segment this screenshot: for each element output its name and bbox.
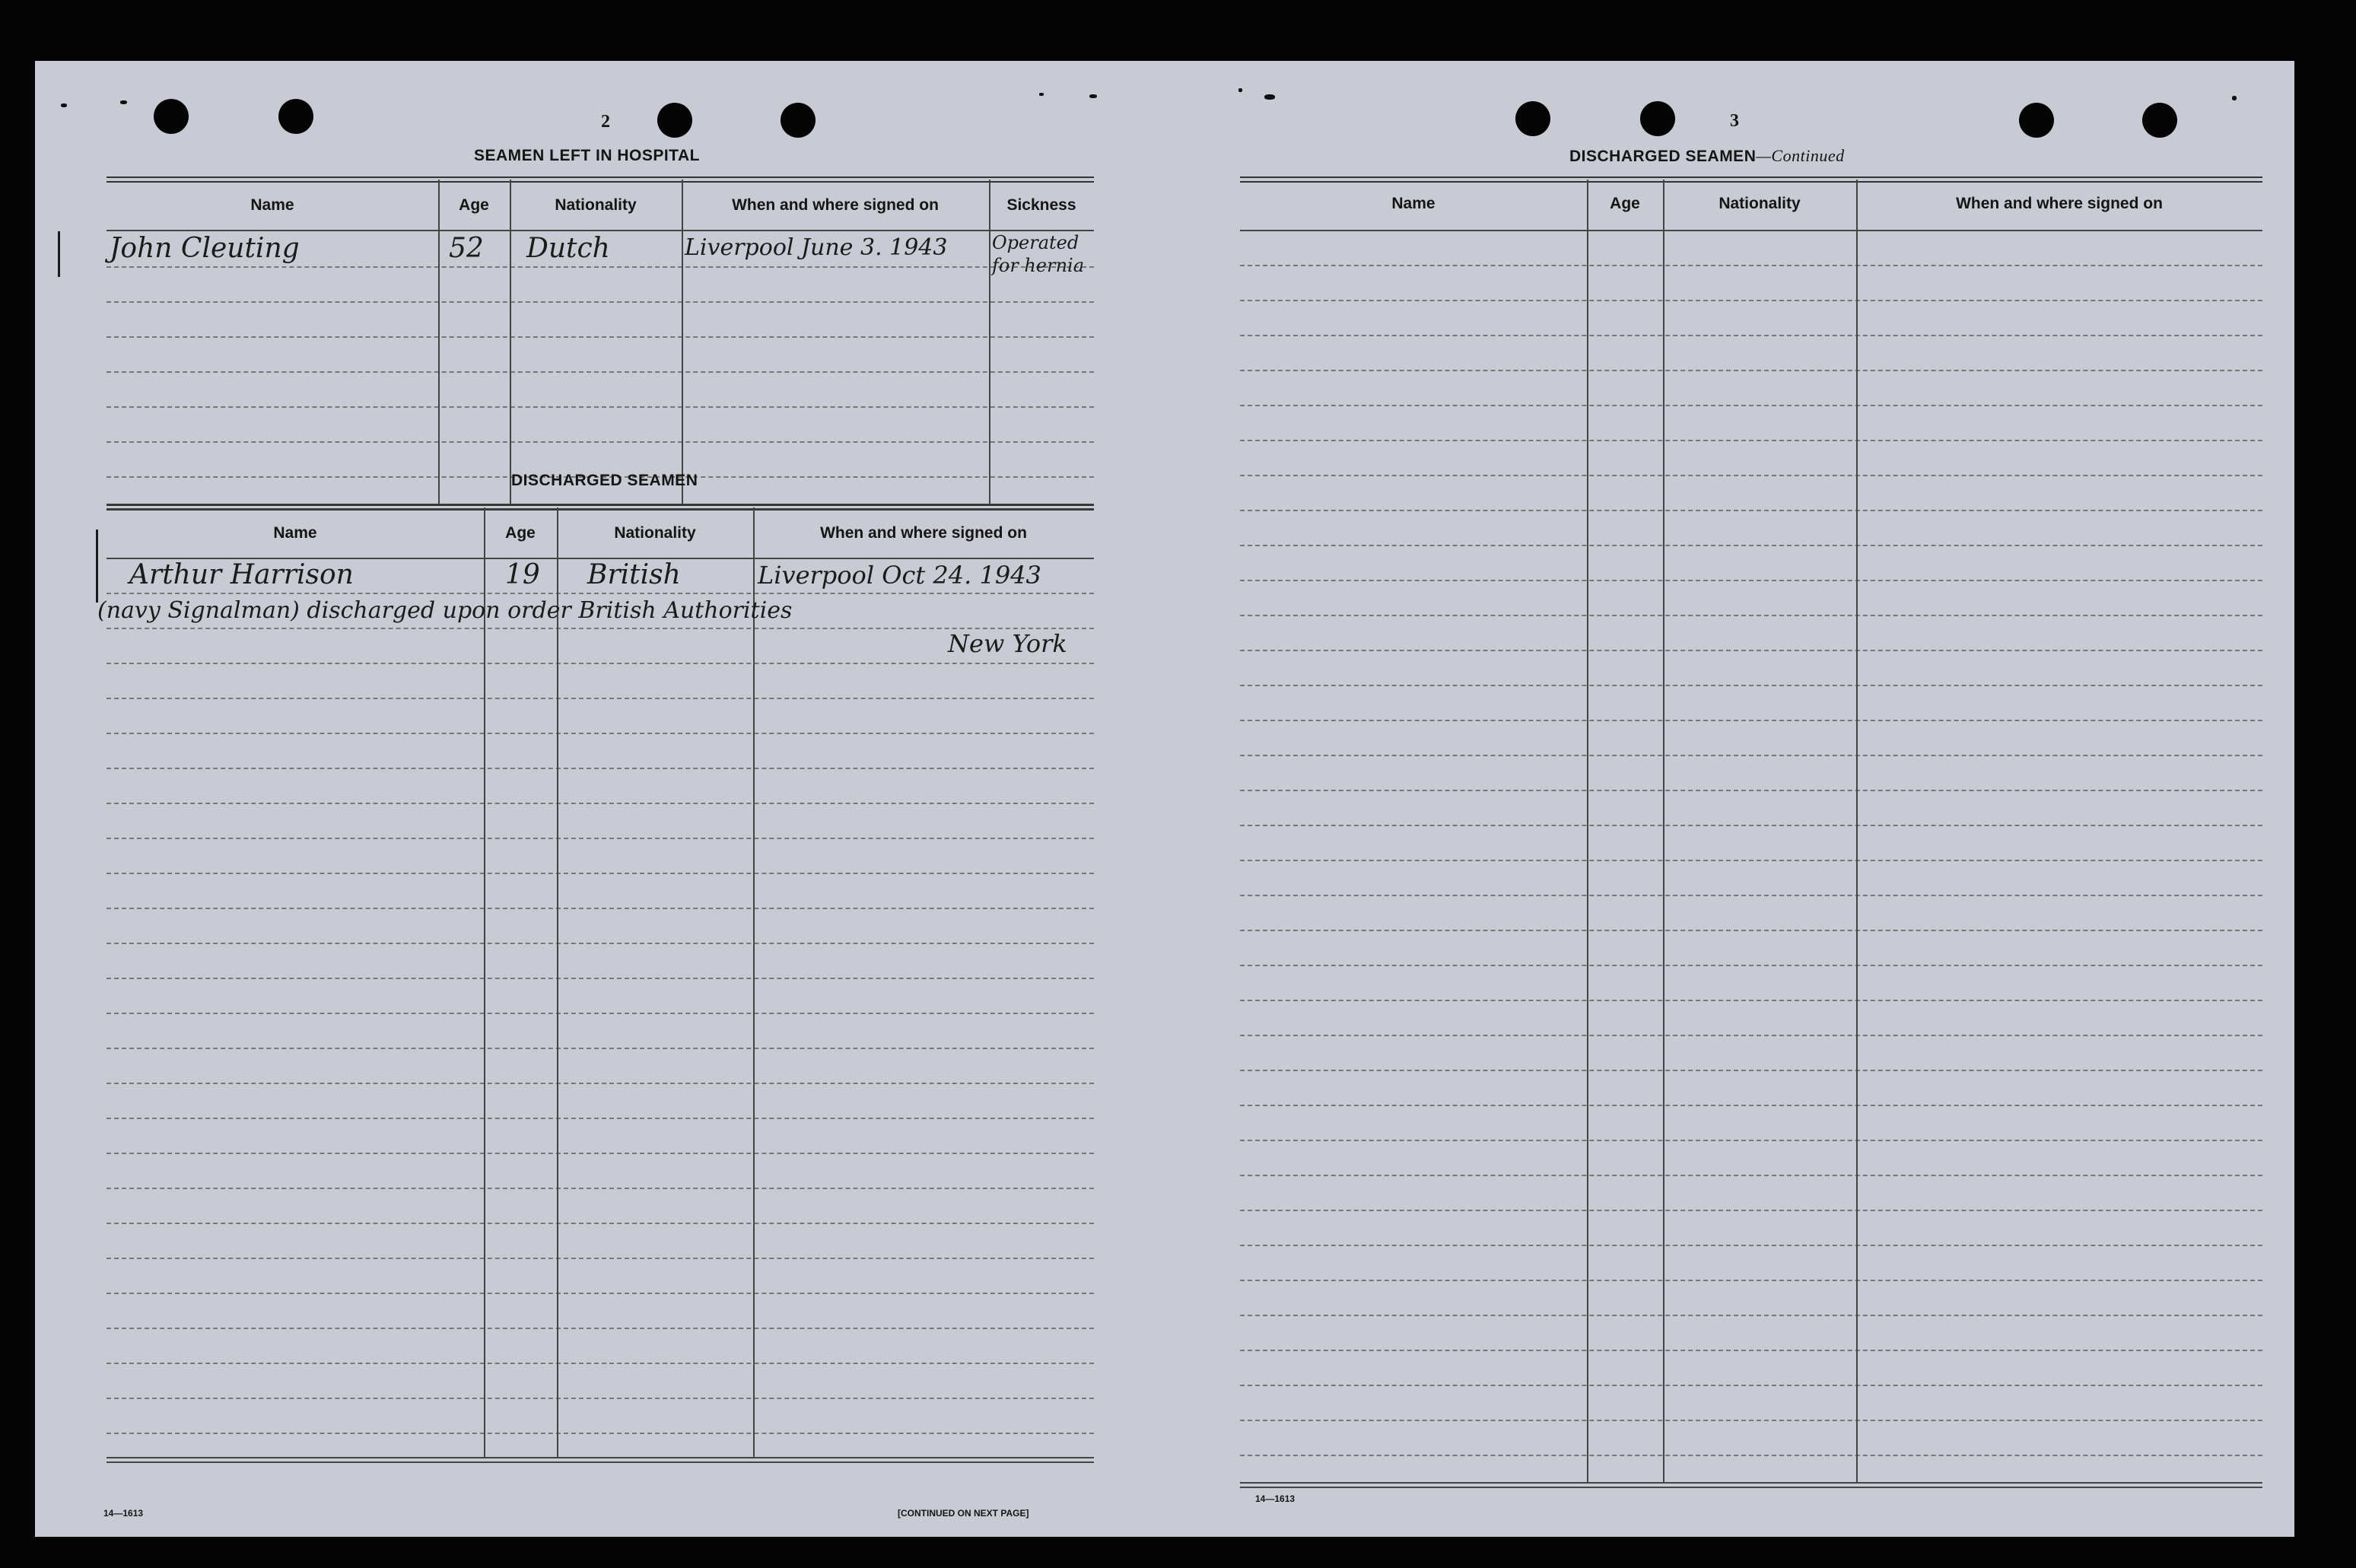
row-rule <box>107 1153 1094 1154</box>
discharged-age-cell: 19 <box>505 559 540 590</box>
row-rule <box>1240 720 2262 721</box>
hospital-age-cell: 52 <box>449 233 484 264</box>
row-rule <box>1240 615 2262 616</box>
row-rule <box>1240 965 2262 966</box>
row-rule <box>107 336 1094 338</box>
punch-hole <box>781 103 816 138</box>
row-rule <box>1240 1385 2262 1386</box>
column-divider <box>557 507 558 1458</box>
row-rule <box>1240 1210 2262 1211</box>
row-rule <box>1240 510 2262 511</box>
discharged-continued-title-main: DISCHARGED SEAMEN <box>1569 148 1757 165</box>
discharged-continued-suffix: —Continued <box>1756 146 1845 165</box>
column-divider <box>682 180 683 505</box>
speck <box>120 100 127 104</box>
row-rule <box>107 1118 1094 1119</box>
row-rule <box>1240 580 2262 581</box>
row-rule <box>1240 265 2262 266</box>
row-rule <box>107 733 1094 734</box>
row-rule <box>1240 860 2262 861</box>
speck <box>2232 96 2237 100</box>
row-rule <box>1240 545 2262 546</box>
row-rule <box>107 628 1094 629</box>
speck <box>1039 93 1044 96</box>
punch-hole <box>657 103 692 138</box>
entry-bracket <box>96 530 106 603</box>
page-number: 2 <box>601 112 610 132</box>
row-rule <box>1240 755 2262 756</box>
discharged-signed-on-cell: Liverpool Oct 24. 1943 <box>758 561 1041 590</box>
column-header-nationality: Nationality <box>555 196 637 214</box>
row-rule <box>1240 1070 2262 1071</box>
table-bottom-rule <box>1240 1487 2262 1488</box>
column-header-name: Name <box>250 196 294 214</box>
row-rule <box>1240 440 2262 441</box>
discharged-continued-title <box>1569 146 1845 166</box>
discharge-note-place: New York <box>948 629 1067 658</box>
table-bottom-rule <box>107 1461 1094 1463</box>
column-header-nationality: Nationality <box>1719 195 1801 212</box>
row-rule <box>107 663 1094 664</box>
page-number: 3 <box>1730 111 1739 131</box>
speck <box>1238 88 1242 92</box>
row-rule <box>107 698 1094 699</box>
row-rule <box>1240 1105 2262 1106</box>
header-bottom-rule <box>107 230 1094 231</box>
row-rule <box>1240 1175 2262 1176</box>
row-rule <box>1240 1315 2262 1316</box>
hospital-name-cell: John Cleuting <box>110 233 300 264</box>
column-header-nationality: Nationality <box>614 524 696 542</box>
discharged-nationality-cell: British <box>587 559 681 590</box>
row-rule <box>107 301 1094 303</box>
form-number: 14—1613 <box>103 1508 144 1519</box>
hospital-signed-on-cell: Liverpool June 3. 1943 <box>685 234 948 261</box>
row-rule <box>1240 300 2262 301</box>
table-top-rule <box>107 504 1094 510</box>
column-divider <box>753 507 755 1458</box>
column-header-age: Age <box>459 196 489 214</box>
row-rule <box>107 1013 1094 1014</box>
row-rule <box>107 406 1094 408</box>
row-rule <box>1240 1280 2262 1281</box>
row-rule <box>107 768 1094 769</box>
row-rule <box>107 908 1094 909</box>
row-rule <box>1240 1000 2262 1001</box>
header-bottom-rule <box>1240 230 2262 231</box>
row-rule <box>107 1048 1094 1049</box>
row-rule <box>107 1258 1094 1259</box>
row-rule <box>1240 930 2262 931</box>
row-rule <box>1240 1420 2262 1421</box>
discharged-section-title: DISCHARGED SEAMEN <box>511 472 698 489</box>
column-divider <box>510 180 511 505</box>
row-rule <box>1240 650 2262 651</box>
row-rule <box>1240 405 2262 406</box>
row-rule <box>1240 825 2262 826</box>
row-rule <box>107 1293 1094 1294</box>
row-rule <box>1240 1245 2262 1246</box>
punch-hole <box>278 99 313 134</box>
speck <box>1264 94 1275 100</box>
column-header-name: Name <box>1391 195 1436 212</box>
hospital-section-title: SEAMEN LEFT IN HOSPITAL <box>474 147 700 164</box>
row-rule <box>107 266 1094 268</box>
row-rule <box>107 943 1094 944</box>
row-rule <box>1240 475 2262 476</box>
row-rule <box>1240 1140 2262 1141</box>
column-divider <box>989 180 990 505</box>
table-top-rule <box>107 177 1094 183</box>
punch-hole <box>2019 103 2054 138</box>
row-rule <box>107 1223 1094 1224</box>
column-divider <box>1856 180 1858 1484</box>
column-header-signed-on: When and where signed on <box>732 196 939 214</box>
row-rule <box>1240 790 2262 791</box>
column-header-signed-on: When and where signed on <box>1956 195 2163 212</box>
entry-bracket <box>58 231 68 277</box>
row-rule <box>1240 1350 2262 1351</box>
punch-hole <box>2142 103 2177 138</box>
column-header-age: Age <box>1610 195 1640 212</box>
column-header-signed-on: When and where signed on <box>820 524 1027 542</box>
discharged-name-cell: Arthur Harrison <box>129 559 354 590</box>
hospital-nationality-cell: Dutch <box>526 233 610 264</box>
discharged-continued-table <box>1240 177 2262 1493</box>
row-rule <box>1240 1035 2262 1036</box>
hospital-table <box>107 177 1094 514</box>
row-rule <box>107 873 1094 874</box>
row-rule <box>107 593 1094 594</box>
row-rule <box>107 803 1094 804</box>
row-rule <box>107 1433 1094 1434</box>
row-rule <box>1240 370 2262 371</box>
hospital-sickness-cell: Operated for hernia <box>992 232 1085 276</box>
table-bottom-rule <box>1240 1482 2262 1484</box>
punch-hole <box>1515 101 1550 136</box>
column-divider <box>1587 180 1588 1484</box>
row-rule <box>1240 335 2262 336</box>
row-rule <box>1240 685 2262 686</box>
document-sheet <box>35 61 2294 1537</box>
row-rule <box>1240 1455 2262 1456</box>
row-rule <box>107 441 1094 443</box>
row-rule <box>107 1363 1094 1364</box>
discharge-note: (navy Signalman) discharged upon order British Authorities <box>97 597 793 624</box>
column-header-age: Age <box>505 524 536 542</box>
table-top-rule <box>1240 177 2262 183</box>
table-bottom-rule <box>107 1457 1094 1458</box>
speck <box>1089 94 1097 98</box>
row-rule <box>107 371 1094 373</box>
column-divider <box>484 507 485 1458</box>
form-number: 14—1613 <box>1255 1493 1296 1504</box>
row-rule <box>107 838 1094 839</box>
column-header-name: Name <box>273 524 317 542</box>
speck <box>61 103 67 107</box>
row-rule <box>107 1083 1094 1084</box>
row-rule <box>107 1328 1094 1329</box>
discharged-table <box>97 504 1094 1501</box>
row-rule <box>1240 895 2262 896</box>
column-divider <box>438 180 440 505</box>
column-divider <box>1663 180 1664 1484</box>
continued-note: [CONTINUED ON NEXT PAGE] <box>898 1508 1029 1519</box>
row-rule <box>107 1398 1094 1399</box>
column-header-sickness: Sickness <box>1006 196 1076 214</box>
row-rule <box>107 978 1094 979</box>
punch-hole <box>154 99 189 134</box>
row-rule <box>107 1188 1094 1189</box>
punch-hole <box>1640 101 1675 136</box>
